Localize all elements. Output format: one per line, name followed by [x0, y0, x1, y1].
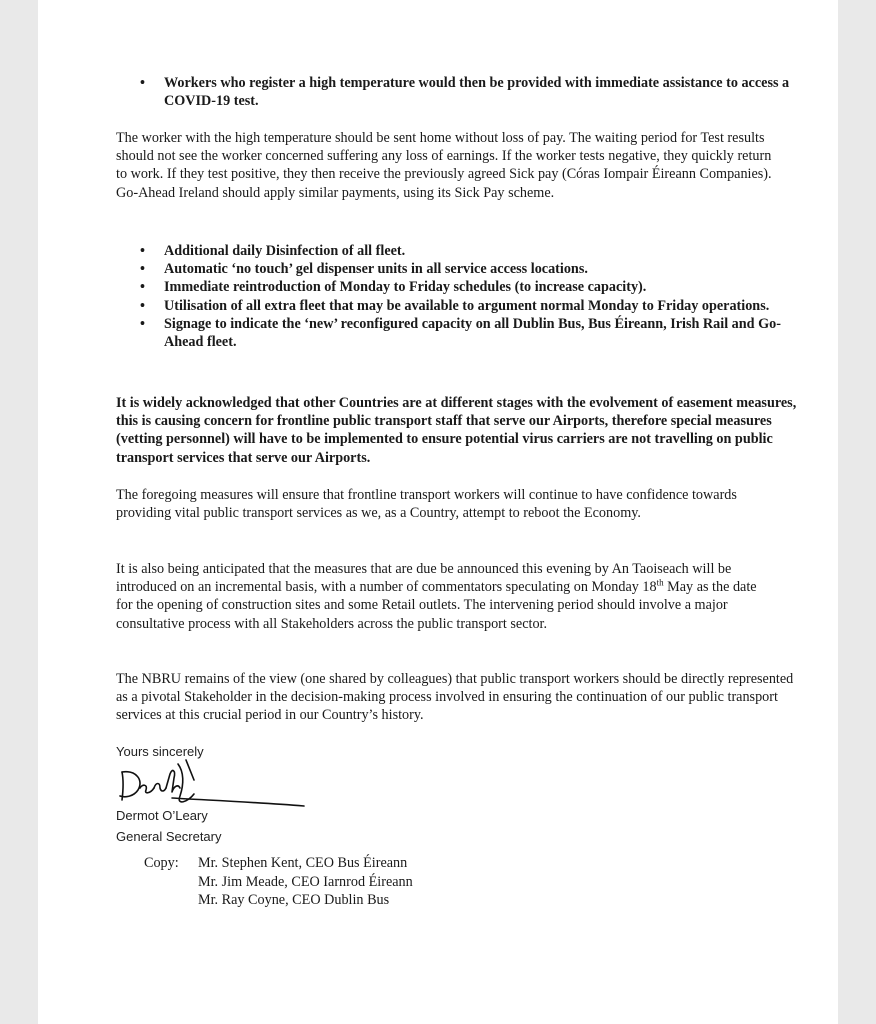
list-item: Mr. Ray Coyne, CEO Dublin Bus: [198, 892, 390, 909]
list-item: • Immediate reintroduction of Monday to Friday schedules (to increase capacity).: [116, 278, 804, 296]
list-item: • Automatic ‘no touch’ gel dispenser units in all service access locations.: [116, 260, 804, 278]
paragraph-nbru-view: The NBRU remains of the view (one shared by colleagues) that public transport workers should be directly represented as a pivotal Stakeholder in the decision-making process involved in ensuring the continuation of our public transport services at this crucial period in our Country’s history.: [116, 671, 794, 724]
list-item: • Utilisation of all extra fleet that may be available to argument normal Monday to Friday operations.: [116, 297, 804, 315]
paragraph-airports: It is widely acknowledged that other Countries are at different stages with the evolvement of easement measures, this is causing concern for frontline public transport staff that serve our Airports, therefore special measures (vetting personnel) will have to be implemented to ensure potential virus carriers are not travelling on public transport services that serve our Airports.: [116, 395, 797, 466]
paragraph-announcement: [116, 560, 776, 633]
list-item: • Signage to indicate the ‘new’ reconfigured capacity on all Dublin Bus, Bus Éireann, Irish Rail and Go-Ahead fleet.: [116, 315, 804, 351]
bullet-list-measures: [116, 242, 804, 351]
list-item: Mr. Jim Meade, CEO Iarnrod Éireann: [198, 873, 413, 890]
bullet-list-testing: [116, 74, 804, 110]
list-item: Mr. Stephen Kent, CEO Bus Éireann: [198, 855, 408, 871]
paragraph-announcement-part-2: May as the date for the opening of construction sites and some Retail outlets. The intervening period should involve a major consultative process with all Stakeholders across the public transport sector.: [116, 579, 757, 632]
signatory-name: Dermot O’Leary: [116, 808, 208, 823]
list-item: • Workers who register a high temperature would then be provided with immediate assistance to access a COVID-19 test.: [116, 74, 804, 110]
letter-page: [38, 0, 838, 1024]
list-item: • Additional daily Disinfection of all fleet.: [116, 242, 804, 260]
ordinal-suffix: th: [656, 577, 664, 588]
paragraph-confidence: The foregoing measures will ensure that frontline transport workers will continue to have confidence towards providing vital public transport services as we, as a Country, attempt to reboot the Economy.: [116, 487, 737, 522]
closing-salutation: Yours sincerely: [116, 744, 204, 759]
copy-recipients: [198, 854, 413, 910]
copy-label: Copy:: [144, 855, 179, 871]
paragraph-pay: The worker with the high temperature should be sent home without loss of pay. The waiting period for Test results should not see the worker concerned suffering any loss of earnings. If the worker tests negative, they quickly return to work. If they test positive, they then receive the previously agreed Sick pay (Córas Iompair Éireann Companies). Go-Ahead Ireland should apply similar payments, using its Sick Pay scheme.: [116, 130, 772, 201]
signatory-title: General Secretary: [116, 829, 222, 844]
paragraph-announcement-part-1: It is also being anticipated that the measures that are due be announced this evening by An Taoiseach will be introduced on an incremental basis, with a number of commentators speculating on Monday 18: [116, 561, 732, 596]
